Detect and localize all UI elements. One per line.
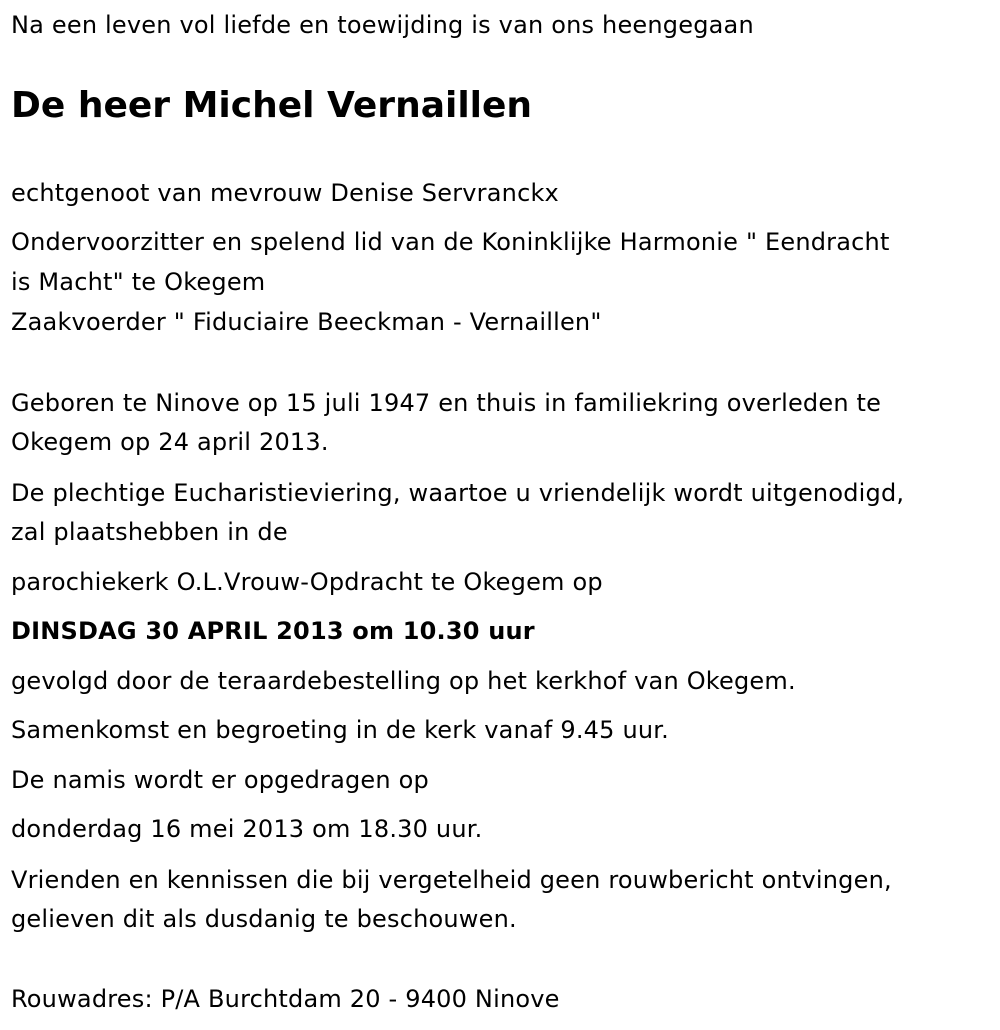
church-text: parochiekerk O.L.Vrouw-Opdracht te Okegem op: [11, 568, 603, 596]
gathering-text: Samenkomst en begroeting in de kerk vanaf 9.45 uur.: [11, 716, 669, 744]
spouse-text: echtgenoot van mevrouw Denise Servranckx: [11, 179, 559, 207]
burial-text: gevolgd door de teraardebestelling op het kerkhof van Okegem.: [11, 667, 796, 695]
role-harmonie-line-1: Ondervoorzitter en spelend lid van de Koninklijke Harmonie " Eendracht: [11, 228, 890, 256]
role-fiduciaire: Zaakvoerder " Fiduciaire Beeckman - Vernaillen": [11, 308, 602, 336]
namis-line-1: De namis wordt er opgedragen op: [11, 766, 429, 794]
namis-line-2: donderdag 16 mei 2013 om 18.30 uur.: [11, 815, 483, 843]
intro-text: Na een leven vol liefde en toewijding is van ons heengegaan: [11, 11, 754, 39]
birth-death-line-1: Geboren te Ninove op 15 juli 1947 en thuis in familiekring overleden te: [11, 389, 882, 417]
mass-line-2: zal plaatshebben in de: [11, 518, 288, 546]
birth-death-line-2: Okegem op 24 april 2013.: [11, 428, 329, 456]
deceased-name: De heer Michel Vernaillen: [11, 85, 533, 126]
friends-line-2: gelieven dit als dusdanig te beschouwen.: [11, 905, 517, 933]
friends-line-1: Vrienden en kennissen die bij vergetelheid geen rouwbericht ontvingen,: [11, 866, 892, 894]
mourning-address: Rouwadres: P/A Burchtdam 20 - 9400 Ninove: [11, 985, 560, 1013]
mass-line-1: De plechtige Eucharistieviering, waartoe u vriendelijk wordt uitgenodigd,: [11, 479, 905, 507]
role-harmonie-line-2: is Macht" te Okegem: [11, 268, 266, 296]
funeral-datetime: DINSDAG 30 APRIL 2013 om 10.30 uur: [11, 617, 535, 645]
